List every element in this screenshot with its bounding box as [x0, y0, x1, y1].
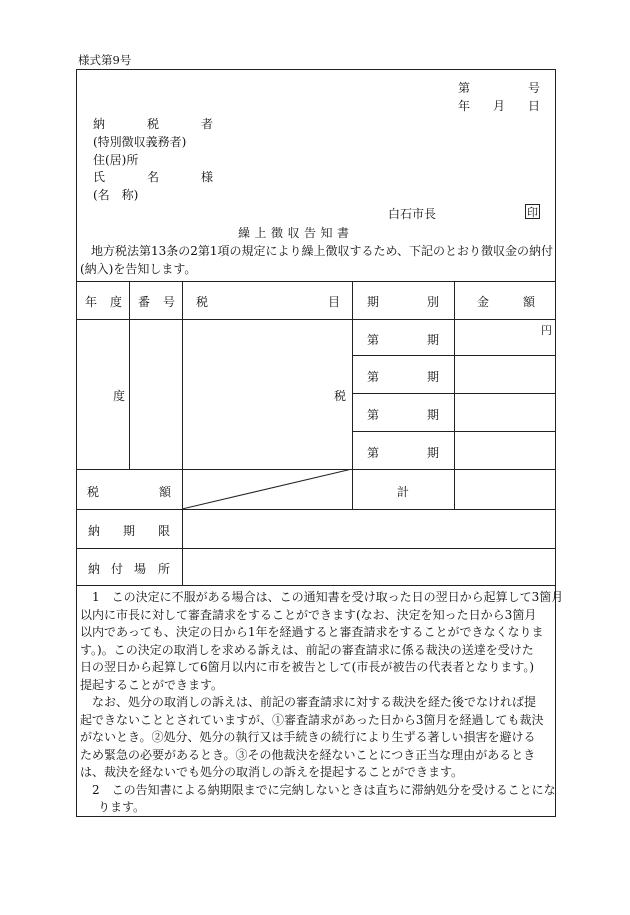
payment-place-label-char-2: 付 [111, 562, 124, 576]
name-char-1: 氏 [93, 170, 106, 184]
tax-suffix: 税 [334, 389, 347, 403]
notes-line-1: 1 この決定に不服がある場合は、この通知書を受け取った日の翌日から起算して3箇月 [92, 590, 564, 604]
date-day-label: 日 [528, 99, 541, 113]
number-label: 第 [458, 81, 471, 95]
notes-line-3: 以内であっても、決定の日から1年を経過すると審査請求をすることができなくなりま [80, 625, 544, 639]
period-suffix-2: 期 [427, 370, 440, 384]
header-number-char-1: 番 [138, 295, 151, 309]
intro-line-1: 地方税法第13条の2第1項の規定により繰上徴収するため、下記のとおり徴収金の納付 [91, 244, 554, 258]
header-amount-char-2: 額 [523, 295, 536, 309]
notes-line-11: は、裁決を経ないでも処分の取消しの訴えを提起することができます。 [80, 765, 464, 779]
notice-title: 繰上徴収告知書 [238, 226, 354, 240]
date-year-label: 年 [458, 99, 471, 113]
period-suffix-1: 期 [427, 333, 440, 347]
taxpayer-char-1: 納 [93, 117, 106, 131]
blank-diagonal-line [182, 469, 353, 510]
special-collector-label: (特別徴収義務者) [93, 135, 187, 149]
period-prefix-2: 第 [367, 370, 380, 384]
header-tax-item-char-1: 税 [196, 295, 209, 309]
due-date-label-char-3: 限 [158, 524, 171, 538]
total-label: 計 [397, 485, 410, 499]
header-amount-char-1: 金 [477, 295, 490, 309]
notes-line-12: 2 この告知書による納期限までに完納しないときは直ちに滞納処分を受けることにな [92, 782, 556, 797]
payment-place-label-char-3: 場 [134, 562, 147, 576]
due-date-label-char-1: 納 [88, 524, 101, 538]
address-label: 住(居)所 [93, 153, 139, 167]
number-suffix: 号 [528, 81, 541, 95]
header-period-char-2: 別 [427, 295, 440, 309]
taxpayer-char-2: 税 [147, 117, 160, 131]
header-period-char-1: 期 [367, 295, 380, 309]
header-year-char-2: 度 [110, 295, 123, 309]
period-prefix-4: 第 [367, 446, 380, 460]
header-tax-item-char-2: 目 [328, 295, 341, 309]
notes-line-2: 以内に市長に対して審査請求をすることができます(なお、決定を知った日から3箇月 [80, 607, 537, 622]
name-char-2: 名 [147, 170, 160, 184]
period-suffix-3: 期 [427, 408, 440, 422]
header-year-char-1: 年 [85, 295, 98, 309]
mayor-title: 白石市長 [388, 207, 437, 221]
period-prefix-3: 第 [367, 408, 380, 422]
year-suffix: 度 [113, 389, 126, 403]
designation-label: (名 称) [93, 188, 139, 202]
header-number-char-2: 号 [163, 295, 176, 309]
payment-place-label-char-1: 納 [88, 562, 101, 576]
notes-line-6: 提起することができます。 [80, 677, 224, 692]
intro-line-2: (納入)を告知します。 [80, 262, 197, 276]
name-honorific: 様 [201, 170, 214, 184]
tax-amount-label-char-1: 税 [87, 485, 100, 499]
tax-amount-label-char-2: 額 [159, 485, 172, 499]
notes-line-8: 起できないこととされていますが、①審査請求があった日から3箇月を経過しても裁決 [80, 712, 544, 727]
form-label: 様式第9号 [78, 53, 132, 67]
taxpayer-char-3: 者 [201, 117, 214, 131]
notes-line-7: なお、処分の取消しの訴えは、前記の審査請求に対する裁決を経た後でなければ提 [80, 695, 537, 709]
notes-line-4: す。)。この決定の取消しを求める訴えは、前記の審査請求に係る裁決の送達を受けた [80, 642, 534, 657]
period-suffix-4: 期 [427, 446, 440, 460]
notes-line-5: 日の翌日から起算して6箇月以内に市を被告として(市長が被告の代表者となります。) [80, 660, 535, 674]
notes-line-9: がないとき。②処分、処分の執行又は手続きの続行により生ずる著しい損害を避ける [80, 730, 536, 744]
notes-line-13: ります。 [98, 800, 146, 814]
currency-unit: 円 [541, 324, 552, 337]
date-month-label: 月 [493, 99, 506, 113]
notes-line-10: ため緊急の必要があるとき。③その他裁決を経ないことにつき正当な理由があるとき [80, 747, 536, 762]
period-prefix-1: 第 [367, 333, 380, 347]
due-date-label-char-2: 期 [123, 524, 136, 538]
seal-mark: 印 [527, 206, 538, 219]
payment-place-label-char-4: 所 [158, 562, 171, 576]
